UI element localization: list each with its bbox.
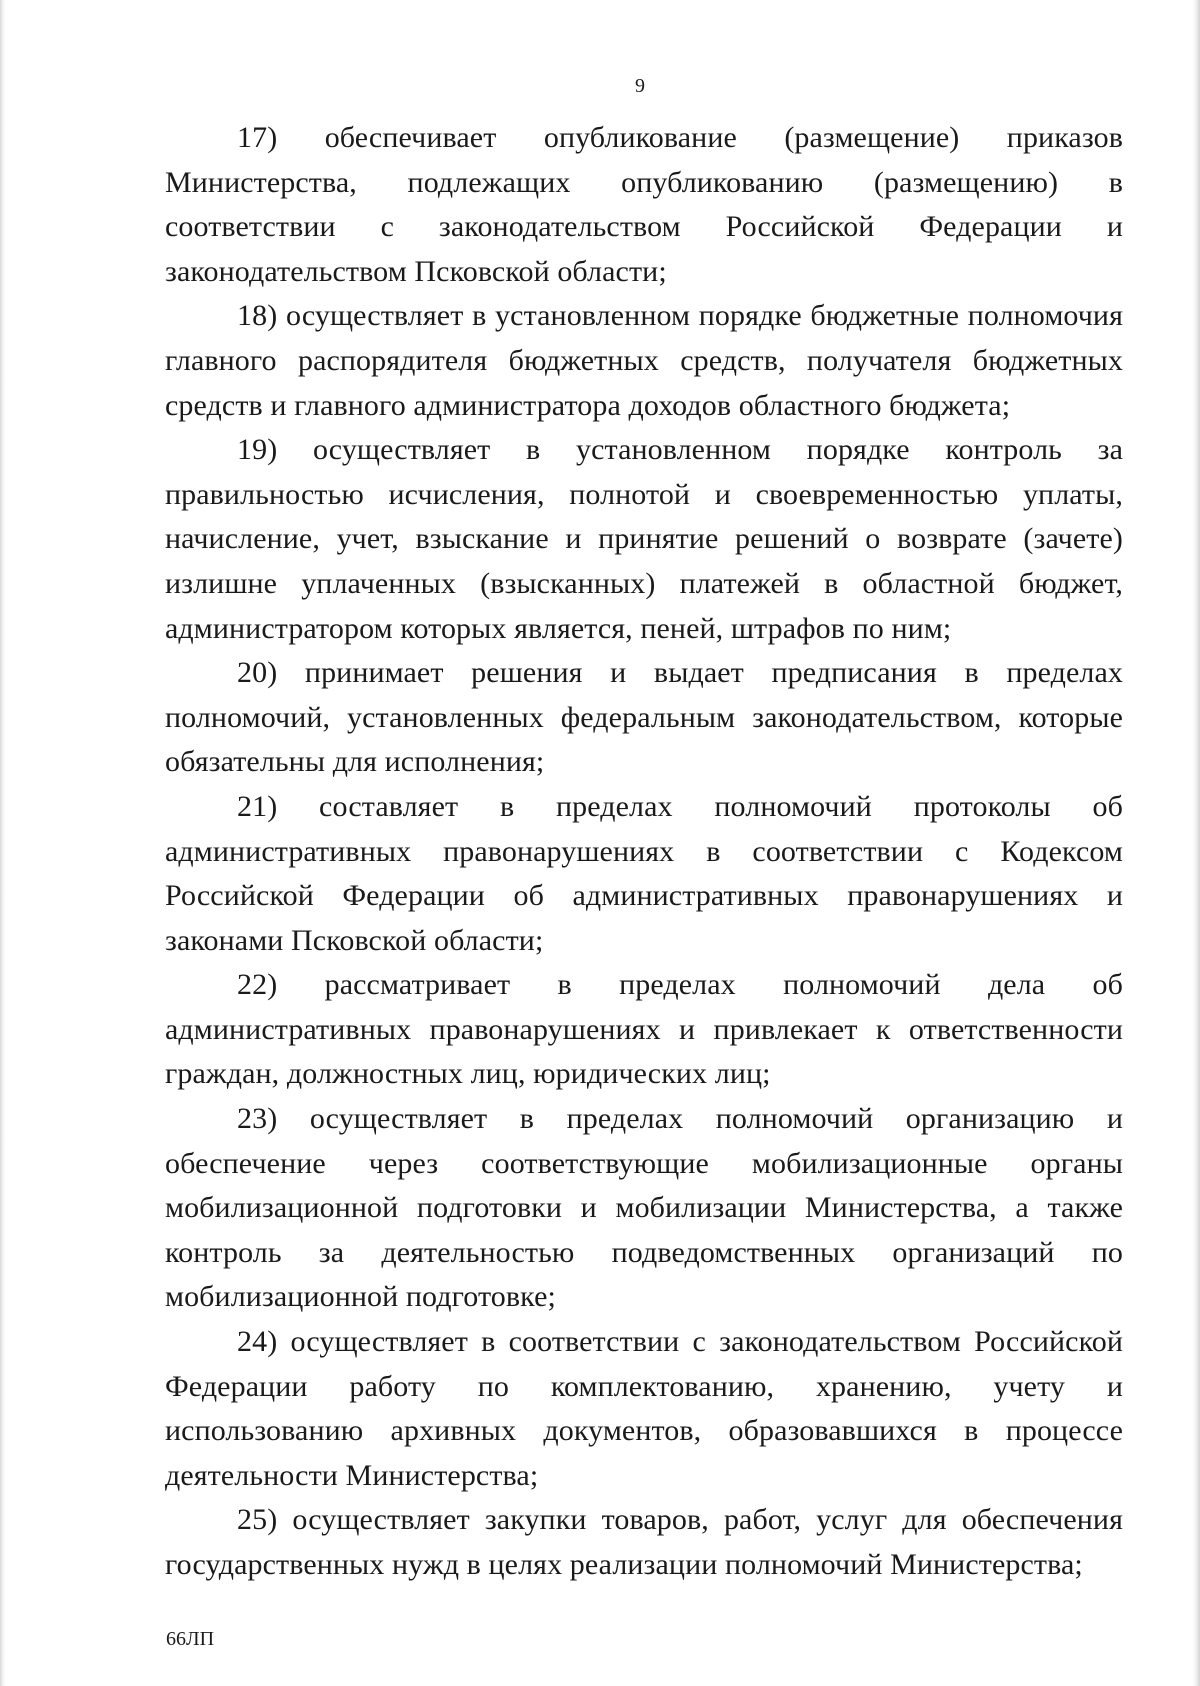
paragraph-item-22: 22) рассматривает в пределах полномочий дела об административных правонарушениях и привлекает к ответственности граждан, должностных лиц, юридических лиц;: [165, 968, 1123, 1091]
scan-edge-right: [1192, 0, 1200, 1686]
paragraph-item-19: 19) осуществляет в установленном порядке контроль за правильностью исчисления, полнотой и своевременностью уплаты, начисление, учет, взыскание и принятие решений о возврате (зачете) излишне уплаченных (взысканных) платежей в областной бюджет, администратором которых является, пеней, штрафов по ним;: [165, 433, 1123, 645]
page-number: 9: [635, 75, 645, 97]
paragraph-item-21: 21) составляет в пределах полномочий протоколы об административных правонарушениях в соответствии с Кодексом Российской Федерации об административных правонарушениях и законами Псковской области;: [165, 789, 1123, 957]
paragraph-item-20: 20) принимает решения и выдает предписания в пределах полномочий, установленных федеральным законодательством, которые обязательны для исполнения;: [165, 656, 1123, 779]
paragraph-item-25: 25) осуществляет закупки товаров, работ, услуг для обеспечения государственных нужд в целях реализации полномочий Министерства;: [165, 1503, 1123, 1581]
document-body: [165, 116, 1123, 1588]
paragraph-item-23: 23) осуществляет в пределах полномочий организацию и обеспечение через соответствующие мобилизационные органы мобилизационной подготовки и мобилизации Министерства, а также контроль за деятельностью подведомственных организаций по мобилизационной подготовке;: [165, 1102, 1123, 1314]
paragraph-item-18: 18) осуществляет в установленном порядке бюджетные полномочия главного распорядителя бюджетных средств, получателя бюджетных средств и главного администратора доходов областного бюджета;: [165, 299, 1123, 422]
scan-edge-left: [0, 0, 6, 1686]
paragraph-item-17: 17) обеспечивает опубликование (размещение) приказов Министерства, подлежащих опубликованию (размещению) в соответствии с законодательством Российской Федерации и законодательством Псковской области;: [165, 121, 1123, 288]
document-code: 66ЛП: [166, 1628, 215, 1650]
paragraph-item-24: 24) осуществляет в соответствии с законодательством Российской Федерации работу по комплектованию, хранению, учету и использованию архивных документов, образовавшихся в процессе деятельности Министерства;: [165, 1325, 1123, 1492]
